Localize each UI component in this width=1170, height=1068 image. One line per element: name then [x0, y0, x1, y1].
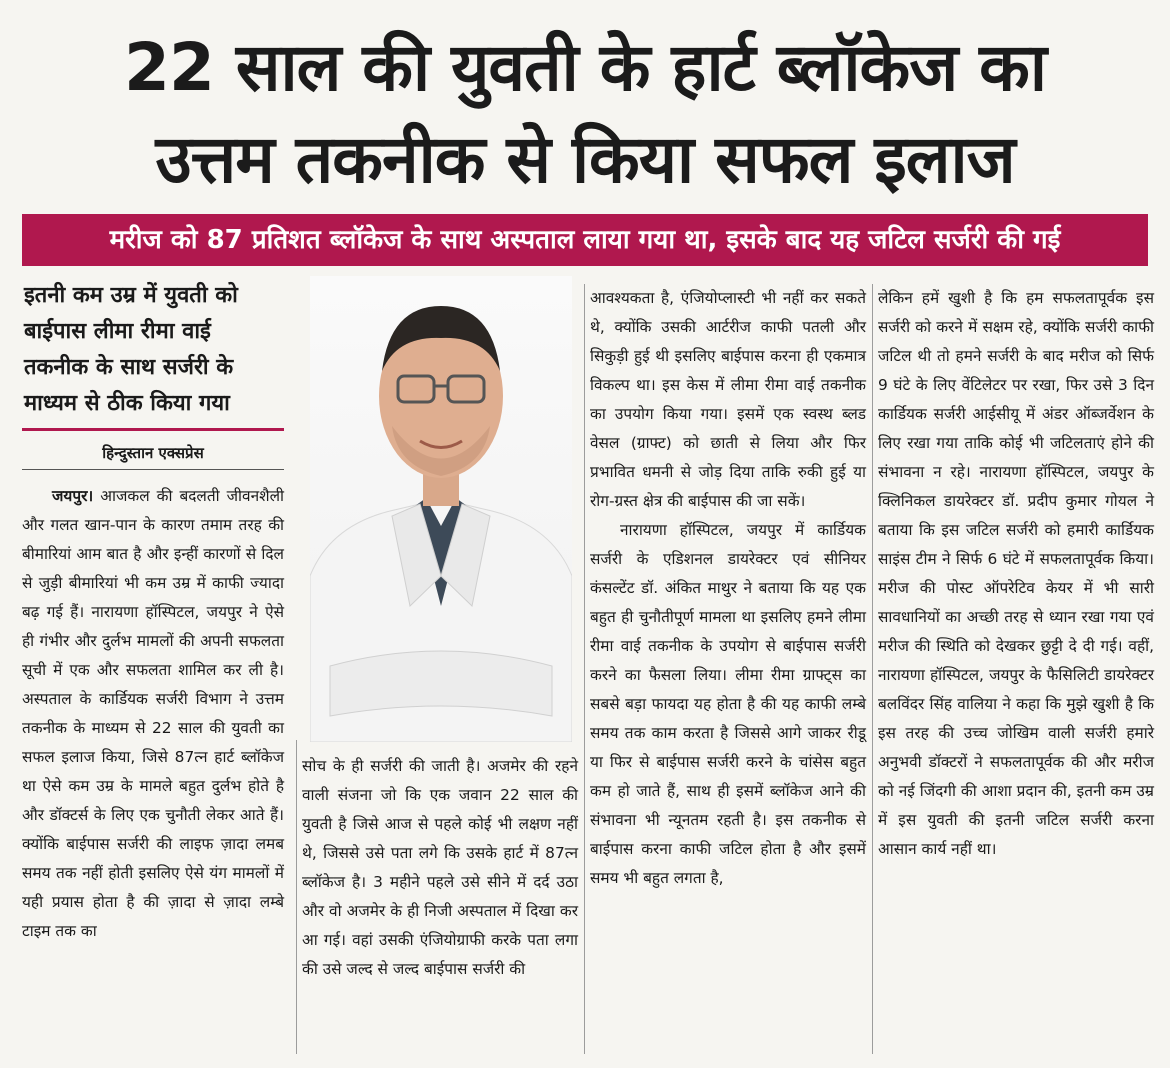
col2-text: सोच के ही सर्जरी की जाती है। अजमेर की रहने वाली संजना जो कि एक जवान 22 साल की युवती है जिसे आज से पहले कोई भी लक्षण नहीं थे, जिससे उसे पता लगे कि उसके हार्ट में 87त्न ब्लॉकेज है। 3 महीने पहले उसे सीने में दर्द उठा और वो अजमेर के ही निजी अस्पताल में दिखा कर आ गई। वहां उसकी एंजियोग्राफी करके पता लगा की उसे जल्द से जल्द बाईपास सर्जरी की — [302, 757, 578, 978]
deck-summary: इतनी कम उम्र में युवती को बाईपास लीमा रीमा वाई तकनीक के साथ सर्जरी के माध्यम से ठीक किया गया — [22, 278, 284, 431]
column-1 — [22, 278, 284, 946]
headline-line-1: 22 साल की युवती के हार्ट ब्लॉकेज का — [124, 29, 1046, 106]
column-divider — [872, 284, 873, 1054]
source-credit: हिन्दुस्तान एक्सप्रेस — [22, 437, 284, 470]
headline — [0, 22, 1170, 206]
doctor-photo — [310, 276, 572, 742]
article-body-col3 — [590, 284, 866, 893]
column-divider — [584, 284, 585, 1054]
col3-paragraph-1: आवश्यकता है, एंजियोप्लास्टी भी नहीं कर सकते थे, क्योंकि उसकी आर्टरीज काफी पतली और सिकुड़ी हुई थी इसलिए बाईपास करना ही एकमात्र विकल्प था। इस केस में लीमा रीमा वाई तकनीक का उपयोग किया गया। इसमें एक स्वस्थ ब्लड वेसल (ग्राफ्ट) को छाती से लिया और फिर प्रभावित धमनी से जोड़ दिया ताकि रुकी हुई या रोग-ग्रस्त क्षेत्र की बाईपास की जा सकें। — [590, 289, 866, 510]
headline-line-2: उत्तम तकनीक से किया सफल इलाज — [155, 121, 1015, 198]
dateline: जयपुर। — [52, 487, 94, 505]
col3-paragraph-2: नारायणा हॉस्पिटल, जयपुर में कार्डियक सर्जरी के एडिशनल डायरेक्टर एवं सीनियर कंसल्टेंट डॉ. अंकित माथुर ने बताया कि यह एक बहुत ही चुनौतीपूर्ण मामला था इसलिए हमने लीमा रीमा वाई तकनीक के उपयोग से बाईपास सर्जरी करने का फैसला लिया। लीमा रीमा ग्राफ्ट्स का सबसे बड़ा फायदा यह होता है की यह काफी लम्बे समय तक काम करता है जिससे आगे जाकर रीडू या फिर से बाईपास सर्जरी करने के चांसेस बहुत कम हो जाते हैं, साथ ही इसमें ब्लॉकेज आने की संभावना भी न्यूनतम रहती है। इस तकनीक से बाईपास करना काफी जटिल होता है और इसमें समय भी बहुत लगता है, — [590, 521, 866, 887]
article-body-col4 — [878, 284, 1154, 864]
subheadline-band: मरीज को 87 प्रतिशत ब्लॉकेज के साथ अस्पताल लाया गया था, इसके बाद यह जटिल सर्जरी की गई — [22, 214, 1148, 266]
doctor-portrait-icon — [310, 276, 572, 742]
article-body-col1 — [22, 482, 284, 946]
article-body-col2 — [302, 752, 578, 984]
col4-text: लेकिन हमें खुशी है कि हम सफलतापूर्वक इस सर्जरी को करने में सक्षम रहे, क्योंकि सर्जरी काफी जटिल थी तो हमने सर्जरी के बाद मरीज को सिर्फ 9 घंटे के लिए वेंटिलेटर पर रखा, फिर उसे 3 दिन कार्डियक सर्जरी आईसीयू में अंडर ऑब्जर्वेशन के लिए रखा गया ताकि कोई भी जटिलताएं होने की संभावना न रहे। नारायणा हॉस्पिटल, जयपुर के क्लिनिकल डायरेक्टर डॉ. प्रदीप कुमार गोयल ने बताया कि इस जटिल सर्जरी को हमारी कार्डियक साइंस टीम ने सिर्फ 6 घंटे में सफलतापूर्वक किया। मरीज की पोस्ट ऑपरेटिव केयर में भी सारी सावधानियों का अच्छी तरह से ध्यान रखा गया एवं मरीज की स्थिति को देखकर छुट्टी दे दी गई। वहीं, नारायणा हॉस्पिटल, जयपुर के फैसिलिटी डायरेक्टर बलविंदर सिंह वालिया ने कहा कि मुझे खुशी है कि इस तरह की उच्च जोखिम वाली सर्जरी हमारे अनुभवी डॉक्टरों ने सफलतापूर्वक की और मरीज को नई जिंदगी की आशा प्रदान की, इतनी कम उम्र में इस युवती की इतनी जटिल सर्जरी करना आसान कार्य नहीं था। — [878, 289, 1154, 858]
column-divider — [296, 740, 297, 1054]
col1-text: आजकल की बदलती जीवनशैली और गलत खान-पान के कारण तमाम तरह की बीमारियां आम बात है और इन्हीं कारणों से दिल से जुड़ी बीमारियां भी कम उम्र में काफी ज्यादा बढ़ गई हैं। नारायणा हॉस्पिटल, जयपुर ने ऐसे ही गंभीर और दुर्लभ मामलों की अपनी सफलता सूची में एक और सफलता शामिल कर ली है। अस्पताल के कार्डियक सर्जरी विभाग ने उत्तम तकनीक के माध्यम से 22 साल की युवती का सफल इलाज किया, जिसे 87त्न हार्ट ब्लॉकेज था ऐसे कम उम्र के मामले बहुत दुर्लभ होते है और डॉक्टर्स के लिए एक चुनौती लेकर आते हैं। क्योंकि बाईपास सर्जरी की लाइफ ज़ादा लमब समय तक नहीं होती इसलिए ऐसे यंग मामलों में यही प्रयास होता है की ज़ादा से ज़ादा लम्बे टाइम तक का — [22, 487, 284, 940]
